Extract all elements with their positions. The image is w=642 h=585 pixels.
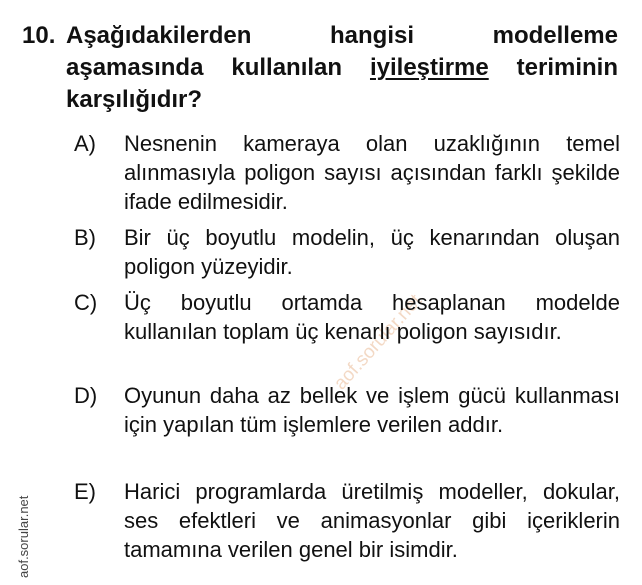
option-b-text: Bir üç boyutlu modelin, üç kenarından oluşan poligon yüzeyidir.	[124, 225, 620, 279]
option-a-letter: A)	[74, 131, 96, 156]
question-number: 10.	[22, 22, 56, 49]
option-c-text: Üç boyutlu ortamda hesaplanan modelde kullanılan toplam üç kenarlı poligon sayısıdır.	[124, 290, 620, 344]
question-underlined-term: iyileştirme	[369, 54, 489, 81]
option-c-letter: C)	[74, 290, 98, 315]
watermark-diagonal: aof.sorular.net	[330, 290, 427, 395]
question-stem	[66, 20, 618, 116]
question-text-before: Aşağıdakilerden hangisi modelleme aşamasında kullanılan	[66, 22, 618, 81]
option-b-letter: B)	[74, 225, 96, 250]
option-e-letter: E)	[74, 479, 96, 504]
option-d-text: Oyunun daha az bellek ve işlem gücü kullanması için yapılan tüm işlemlere verilen addır.	[124, 383, 620, 437]
option-a-text: Nesnenin kameraya olan uzaklığının temel alınmasıyla poligon sayısı açısından farklı şekilde ifade edilmesidir.	[124, 131, 620, 214]
question-text-after: teriminin karşılığıdır?	[66, 54, 618, 113]
option-e-text: Harici programlarda üretilmiş modeller, dokular, ses efektleri ve animasyonlar gibi içeriklerin tamamına verilen genel bir isimdir.	[124, 479, 620, 562]
option-d-letter: D)	[74, 383, 98, 408]
watermark-side: aof.sorular.net	[16, 495, 31, 578]
